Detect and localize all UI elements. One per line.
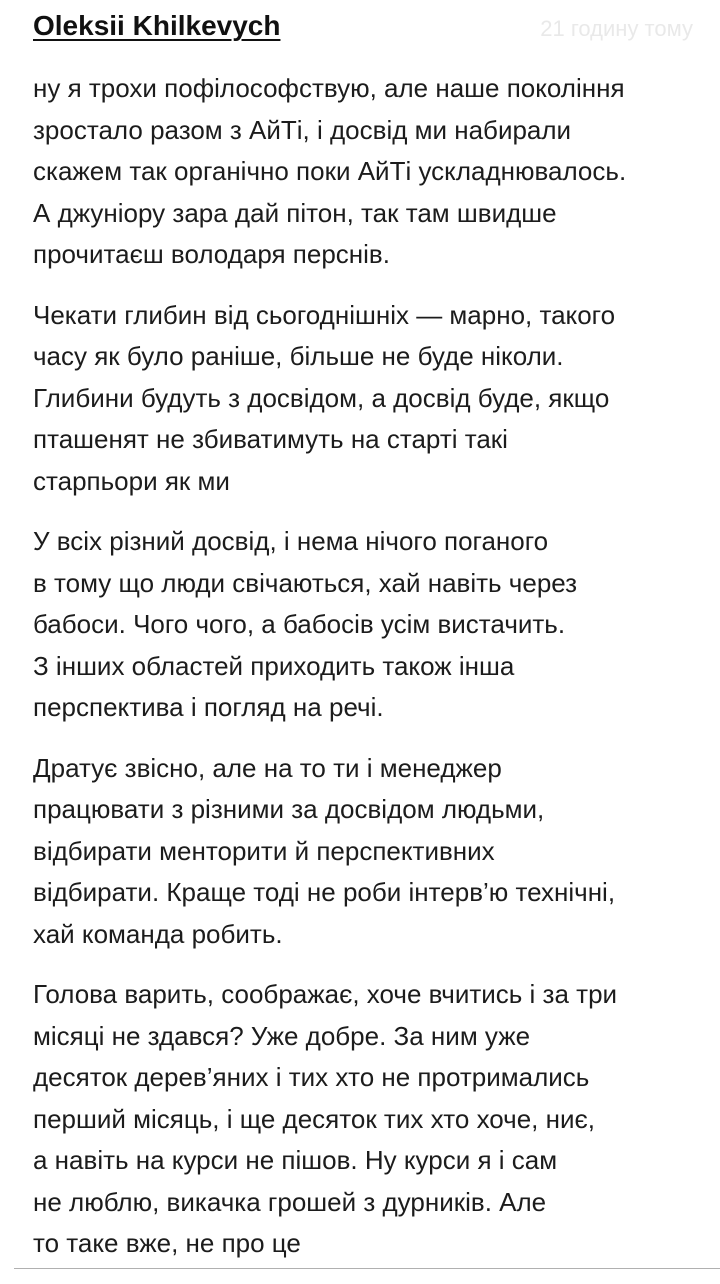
author-link[interactable]: Oleksii Khilkevych <box>33 10 281 41</box>
comment-header <box>33 10 693 50</box>
comment-timestamp: 21 годину тому <box>540 16 693 41</box>
text-line: відбирати. Краще тоді не роби інтерв’ю технічні, <box>33 877 616 907</box>
text-line: З інших областей приходить також інша <box>33 650 515 681</box>
text-line: ну я трохи пофілософствую, але наше покоління <box>33 73 625 103</box>
comment-paragraph <box>33 748 705 956</box>
text-line: перспектива і погляд на речі. <box>33 692 384 722</box>
text-line: старпьори як ми <box>33 465 230 496</box>
text-line: Голова варить, соображає, хоче вчитись і за три <box>33 979 618 1009</box>
comment-body <box>33 68 705 1284</box>
text-line: перший місяць, і ще десяток тих хто хоче, ниє, <box>33 1103 595 1134</box>
text-line: Чекати глибин від сьогоднішніх — марно, такого <box>33 299 616 330</box>
text-line: відбирати менторити й перспективних <box>33 835 495 866</box>
text-line: працювати з різними за досвідом людьми, <box>33 794 545 824</box>
text-line: в тому що люди свічаються, хай навіть через <box>33 567 578 598</box>
text-line: а навіть на курси не пішов. Ну курси я і сам <box>33 1145 558 1175</box>
comment-paragraph <box>33 295 705 503</box>
text-line: часу як було раніше, більше не буде ніколи. <box>33 341 564 371</box>
comment-paragraph <box>33 974 705 1265</box>
text-line: не люблю, викачка грошей з дурників. Але <box>33 1186 547 1217</box>
comment-paragraph <box>33 68 705 276</box>
text-line: А джуніору зара дай пітон, так там швидше <box>33 197 557 228</box>
text-line: скажем так органічно поки АйТі ускладнювалось. <box>33 156 627 186</box>
text-line: зростало разом з АйТі, і досвід ми набирали <box>33 114 572 145</box>
text-line: хай команда робить. <box>33 918 283 949</box>
text-line: У всіх різний досвід, і нема нічого поганого <box>33 526 549 556</box>
text-line: прочитаєш володаря перснів. <box>33 239 390 269</box>
text-line: пташенят не збиватимуть на старті такі <box>33 424 508 454</box>
bottom-divider <box>14 1268 720 1269</box>
text-line: Глибини будуть з досвідом, а досвід буде, якщо <box>33 382 610 413</box>
text-line: бабоси. Чого чого, а бабосів усім вистачить. <box>33 609 566 639</box>
text-line: Дратує звісно, але на то ти і менеджер <box>33 752 502 783</box>
text-line: місяці не здався? Уже добре. За ним уже <box>33 1020 531 1051</box>
text-line: то таке вже, не про це <box>33 1228 301 1258</box>
comment-paragraph <box>33 521 705 729</box>
text-line: десяток дерев’яних і тих хто не протримались <box>33 1062 590 1092</box>
